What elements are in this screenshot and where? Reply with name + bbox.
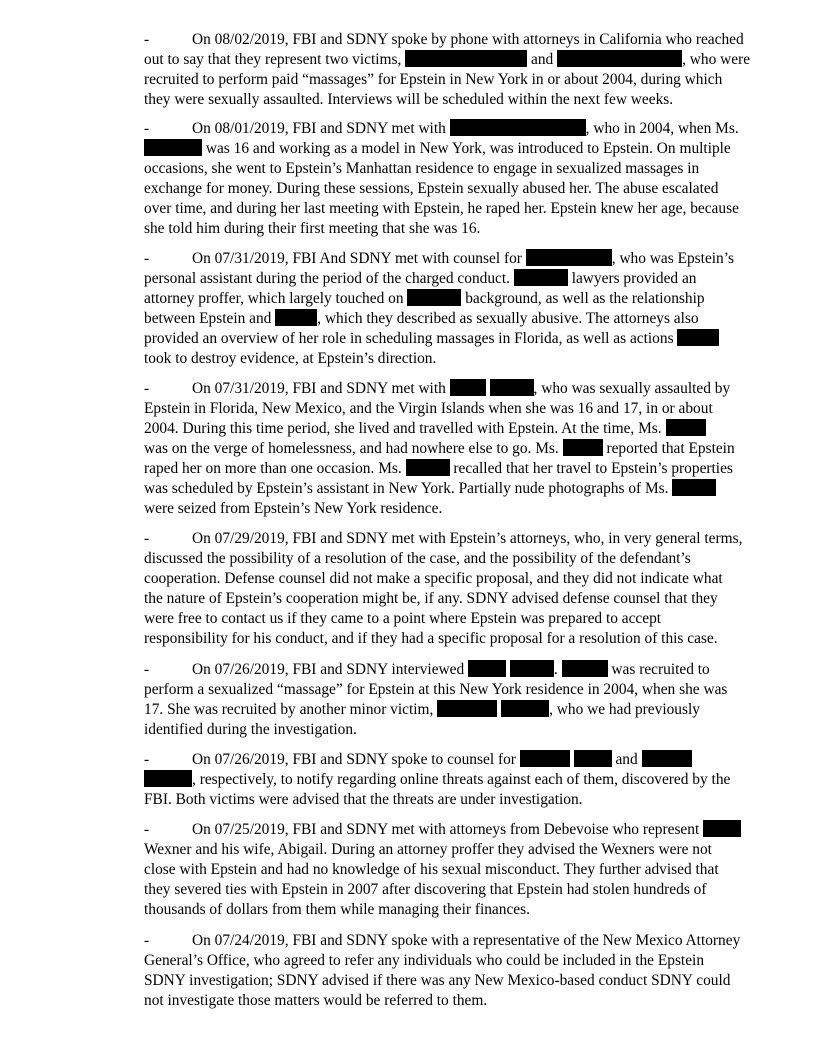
redaction-box [510,660,554,677]
entry-line [144,139,772,159]
entry-2019-08-01 [144,119,772,239]
text-span: identified during the investigation. [144,721,357,738]
text-span: was recruited to [607,661,710,678]
text-span: she told him during their first meeting that she was 16. [144,220,481,237]
bullet-dash: - [144,530,150,547]
entry-line [144,199,772,219]
text-span: On 07/29/2019, FBI and SDNY met with Epstein’s attorneys, who, in very general terms, [192,530,743,547]
text-span: 17. She was recruited by another minor victim, [144,701,438,718]
text-span: General’s Office, who agreed to refer any individuals who could be included in the Epstein [144,952,705,969]
redaction-box [275,309,317,326]
bullet-dash: - [144,821,150,838]
entry-line [144,660,772,680]
text-span: On 07/31/2019, FBI And SDNY met with counsel for [192,250,526,267]
entry-line [144,329,772,349]
text-span: close with Epstein and had no knowledge of his sexual misconduct. They further advised that [144,861,719,878]
text-span: recalled that her travel to Epstein’s properties [449,460,733,477]
entry-line [144,379,772,399]
entry-line [144,399,772,419]
entry-line [144,549,772,569]
entry-line [144,790,772,810]
redaction-box [526,249,612,266]
text-span: , who was Epstein’s [611,250,735,267]
text-span: cooperation. Defense counsel did not make a specific proposal, and they did not indicate what [144,570,723,587]
text-span: not investigate those matters would be referred to them. [144,992,488,1009]
text-span: and [527,51,558,68]
redaction-box [144,139,202,156]
text-span: were free to contact us if they came to a point where Epstein was prepared to accept [144,610,662,627]
entry-2019-07-26-threats [144,750,772,810]
bullet-dash: - [144,31,150,48]
redaction-box [520,750,570,767]
bullet-dash: - [144,250,150,267]
text-span: thousands of dollars from them while managing their finances. [144,901,530,918]
entry-line [144,589,772,609]
text-span: On 07/26/2019, FBI and SDNY spoke to counsel for [192,751,520,768]
redaction-box [405,50,527,67]
entry-line [144,269,772,289]
redaction-box [563,439,603,456]
entry-line [144,900,772,920]
entry-line [144,880,772,900]
text-span: Wexner and his wife, Abigail. During an attorney proffer they advised the Wexners were not [144,841,712,858]
entry-line [144,219,772,239]
text-span: attorney proffer, which largely touched on [144,290,408,307]
text-span: , who in 2004, when Ms. [585,120,739,137]
entry-line [144,309,772,329]
entry-line [144,70,772,90]
entry-line [144,90,772,110]
text-span: FBI. Both victims were advised that the threats are under investigation. [144,791,583,808]
entry-line [144,349,772,369]
text-span: over time, and during her last meeting with Epstein, he raped her. Epstein knew her age, because [144,200,739,217]
entry-line [144,289,772,309]
entry-line [144,119,772,139]
redaction-box [437,700,497,717]
text-span: On 07/31/2019, FBI and SDNY met with [192,380,450,397]
redaction-box [468,660,506,677]
entry-line [144,459,772,479]
text-span: , respectively, to notify regarding online threats against each of them, discovered by the [192,771,731,788]
text-span: responsibility for his conduct, and if they had a specific proposal for a resolution of this case. [144,630,718,647]
redaction-box [574,750,612,767]
redaction-box [642,750,692,767]
entry-line [144,971,772,991]
entry-line [144,951,772,971]
redaction-box [557,50,682,67]
entry-2019-07-31-victim [144,379,772,519]
text-span: they severed ties with Epstein in 2007 after discovering that Epstein had stolen hundreds of [144,881,707,898]
entry-line [144,159,772,179]
redaction-box [450,119,586,136]
entry-line [144,179,772,199]
entry-line [144,770,772,790]
text-span: were seized from Epstein’s New York residence. [144,500,443,517]
bullet-dash: - [144,751,150,768]
text-span: , who was sexually assaulted by [533,380,731,397]
text-span: . [553,661,562,678]
text-span: occasions, she went to Epstein’s Manhattan residence to engage in sexualized massages in [144,160,700,177]
text-span: 2004. During this time period, she lived and travelled with Epstein. At the time, Ms. [144,420,666,437]
entry-line [144,50,772,70]
text-span: exchange for money. During these sessions, Epstein sexually abused her. The abuse escalated [144,180,719,197]
text-span: On 07/24/2019, FBI and SDNY spoke with a representative of the New Mexico Attorney [192,932,741,949]
entry-line [144,629,772,649]
entry-line [144,991,772,1011]
entry-line [144,439,772,459]
text-span: personal assistant during the period of the charged conduct. [144,270,514,287]
entry-line [144,820,772,840]
text-span: provided an overview of her role in scheduling massages in Florida, as well as actions [144,330,678,347]
text-span: On 08/01/2019, FBI and SDNY met with [192,120,450,137]
text-span: discussed the possibility of a resolution of the case, and the possibility of the defendant’s [144,550,691,567]
text-span: and [611,751,642,768]
redaction-box [562,660,608,677]
text-span: took to destroy evidence, at Epstein’s direction. [144,350,437,367]
text-span: , who we had previously [549,701,700,718]
text-span: was on the verge of homelessness, and had nowhere else to go. Ms. [144,440,563,457]
entry-2019-07-29 [144,529,772,649]
text-span: was scheduled by Epstein’s assistant in New York. Partially nude photographs of Ms. [144,480,673,497]
entry-line [144,840,772,860]
bullet-dash: - [144,661,150,678]
redaction-box [501,700,549,717]
redaction-box [406,459,450,476]
redaction-box [703,820,741,837]
text-span: On 08/02/2019, FBI and SDNY spoke by phone with attorneys in California who reached [192,31,744,48]
text-span: lawyers provided an [567,270,697,287]
entry-line [144,419,772,439]
text-span: was 16 and working as a model in New York, was introduced to Epstein. On multiple [202,140,731,157]
redaction-box [490,379,534,396]
entry-2019-07-31-counsel [144,249,772,369]
text-span: On 07/26/2019, FBI and SDNY interviewed [192,661,469,678]
redaction-box [514,269,568,286]
text-span: they were sexually assaulted. Interviews will be scheduled within the next few weeks. [144,91,674,108]
text-span: background, as well as the relationship [461,290,705,307]
entry-2019-07-25 [144,820,772,920]
text-span: SDNY investigation; SDNY advised if there was any New Mexico-based conduct SDNY could [144,972,731,989]
bullet-dash: - [144,932,150,949]
entry-line [144,680,772,700]
entry-line [144,569,772,589]
text-span: recruited to perform paid “massages” for Epstein in New York in or about 2004, during which [144,71,723,88]
entry-line [144,529,772,549]
redaction-box [677,329,719,346]
entry-line [144,860,772,880]
entry-2019-08-02 [144,30,772,110]
entry-line [144,609,772,629]
entry-line [144,479,772,499]
bullet-dash: - [144,380,150,397]
entry-line [144,750,772,770]
redaction-box [407,289,461,306]
text-span: perform a sexualized “massage” for Epstein at this New York residence in 2004, when she was [144,681,728,698]
text-span: reported that Epstein [602,440,735,457]
redaction-box [450,379,486,396]
text-span: between Epstein and [144,310,276,327]
redaction-box [144,770,192,787]
text-span: , who were [682,51,751,68]
entry-2019-07-24 [144,931,772,1011]
entry-line [144,249,772,269]
entry-2019-07-26-interview [144,660,772,740]
entry-line [144,700,772,720]
bullet-dash: - [144,120,150,137]
text-span: , which they described as sexually abusive. The attorneys also [317,310,699,327]
entry-line [144,720,772,740]
text-span: the nature of Epstein’s cooperation might be, if any. SDNY advised defense counsel that they [144,590,718,607]
entry-line [144,499,772,519]
text-span: raped her on more than one occasion. Ms. [144,460,406,477]
entry-line [144,30,772,50]
text-span: Epstein in Florida, New Mexico, and the Virgin Islands when she was 16 and 17, in or about [144,400,713,417]
text-span: On 07/25/2019, FBI and SDNY met with attorneys from Debevoise who represent [192,821,704,838]
text-span: out to say that they represent two victims, [144,51,406,68]
redaction-box [666,419,706,436]
entry-line [144,931,772,951]
redaction-box [672,479,716,496]
